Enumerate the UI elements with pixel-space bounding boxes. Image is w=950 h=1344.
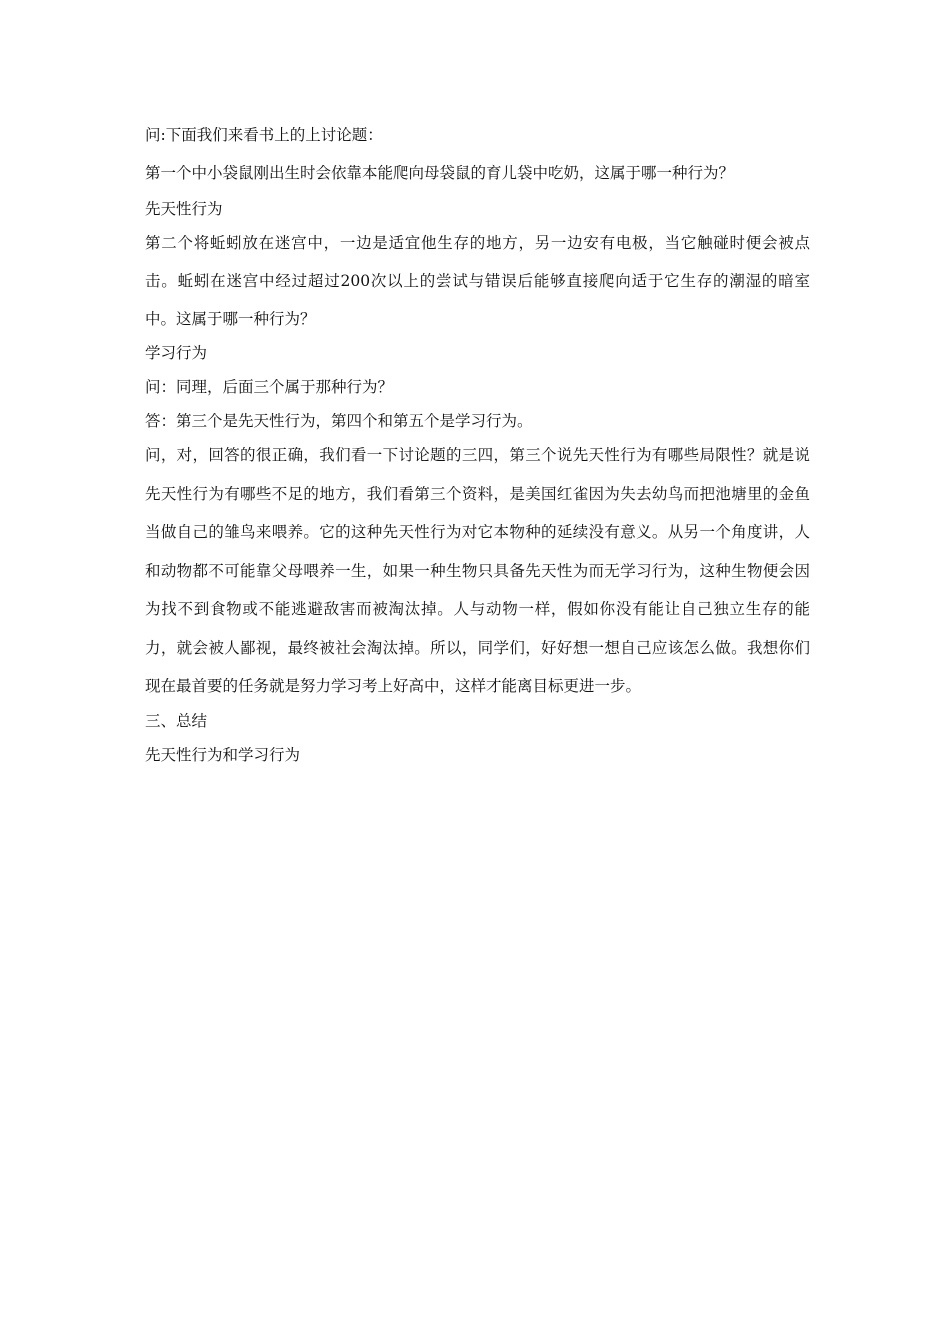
question-one: 第一个中小袋鼠刚出生时会依靠本能爬向母袋鼠的育儿袋中吃奶，这属于哪一种行为？ [145, 164, 735, 182]
question-two: 第二个将蚯蚓放在迷宫中，一边是适宜他生存的地方，另一边安有电极，当它触碰时便会被点击。蚯蚓在迷宫中经过超过200次以上的尝试与错误后能够直接爬向适于它生存的潮湿的暗室中。这属于哪一种行为？ [145, 234, 810, 328]
answer-three: 答：第三个是先天性行为，第四个和第五个是学习行为。 [145, 412, 533, 430]
answer-two: 学习行为 [145, 344, 208, 362]
question-intro: 问:下面我们来看书上的上讨论题： [145, 126, 383, 144]
summary-heading: 三、总结 [145, 711, 208, 730]
document-body [145, 120, 810, 770]
question-three: 问：同理，后面三个属于那种行为？ [145, 378, 394, 396]
summary-text: 先天性行为和学习行为 [145, 745, 301, 764]
discussion-paragraph: 问，对，回答的很正确，我们看一下讨论题的三四，第三个说先天性行为有哪些局限性？就是说先天性行为有哪些不足的地方，我们看第三个资料，是美国红雀因为失去幼鸟而把池塘里的金鱼当做自己的雏鸟来喂养。它的这种先天性行为对它本物种的延续没有意义。从另一个角度讲，人和动物都不可能靠父母喂养一生，如果一种生物只具备先天性为而无学习行为，这种生物便会因为找不到食物或不能逃避敌害而被淘汰掉。人与动物一样，假如你没有能让自己独立生存的能力，就会被人鄙视，最终被社会淘汰掉。所以，同学们，好好想一想自己应该怎么做。我想你们现在最首要的任务就是努力学习考上好高中，这样才能离目标更进一步。 [145, 446, 810, 695]
answer-one: 先天性行为 [145, 200, 223, 218]
